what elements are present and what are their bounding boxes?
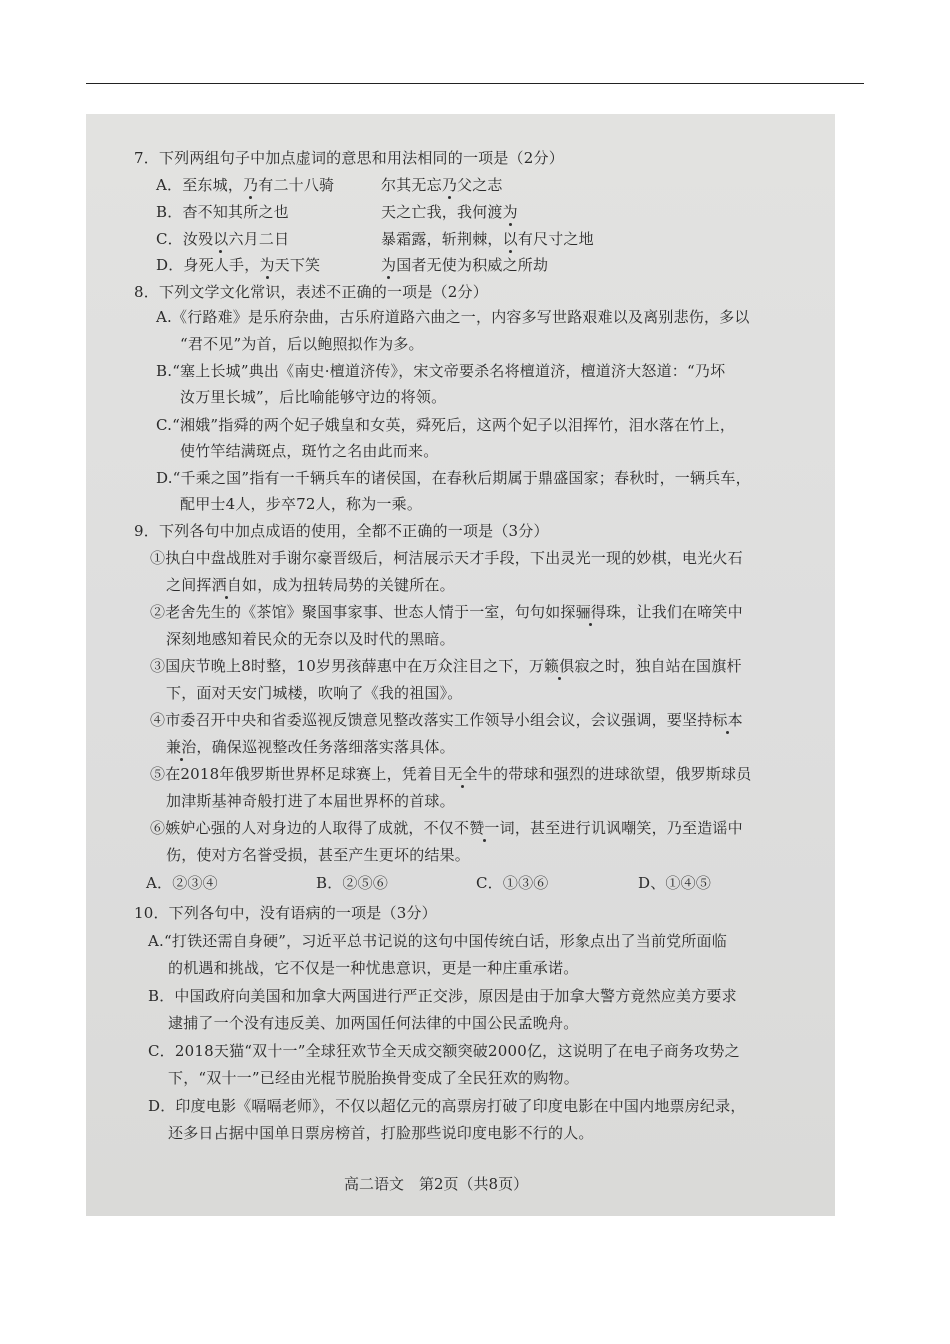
q9-sentence-line: 加津斯基神奇般打进了本届世界杯的首球。 (166, 792, 455, 810)
q9-sentence-line: 兼治，确保巡视整改任务落细落实落具体。 (166, 738, 455, 756)
q10-line: 的机遇和挑战，它不仅是一种忧患意识，更是一种庄重承诺。 (168, 959, 579, 977)
q9-sentence-line: ⑤在2018年俄罗斯世界杯足球赛上，凭着目无全牛的带球和强烈的进球欲望，俄罗斯球员 (150, 765, 752, 783)
q8-line: A.《行路难》是乐府杂曲，古乐府道路六曲之一，内容多写世路艰难以及离别悲伤，多以 (156, 308, 750, 326)
q9-sentence-line: ②老舍先生的《茶馆》聚国事家事、世态人情于一室，句句如探骊得珠，让我们在啼笑中 (150, 603, 743, 621)
q10-line: B．中国政府向美国和加拿大两国进行严正交涉，原因是由于加拿大警方竟然应美方要求 (148, 987, 737, 1005)
q10-line: 还多日占据中国单日票房榜首，打脸那些说印度电影不行的人。 (168, 1124, 594, 1142)
q7-option-c-left: C．汝殁以六月二日 (156, 230, 290, 248)
q7-option-d-left: D．身死人手，为天下笑 (156, 256, 321, 274)
q9-choice-b: B．②⑤⑥ (316, 874, 389, 892)
q9-sentence-line: 之间挥洒自如，成为扭转局势的关键所在。 (166, 576, 455, 594)
q10-line: C．2018天猫“双十一”全球狂欢节全天成交额突破2000亿，这说明了在电子商务攻势之 (148, 1042, 740, 1060)
q9-sentence-line: ③国庆节晚上8时整，10岁男孩薛惠中在万众注目之下，万籁俱寂之时，独自站在国旗杆 (150, 657, 742, 675)
page-footer: 高二语文 第2页（共8页） (344, 1175, 529, 1193)
q8-line: “君不见”为首，后以鲍照拟作为多。 (180, 335, 424, 353)
q9-sentence-line: ④市委召开中央和省委巡视反馈意见整改落实工作领导小组会议，会议强调，要坚持标本 (150, 711, 743, 729)
q7-option-b-right: 天之亡我，我何渡为 (381, 203, 518, 221)
q9-choice-d: D、①④⑤ (638, 874, 712, 892)
q8-line: C.“湘娥”指舜的两个妃子娥皇和女英，舜死后，这两个妃子以泪挥竹，泪水落在竹上， (156, 416, 736, 434)
q9-sentence-line: 深刻地感知着民众的无奈以及时代的黑暗。 (166, 630, 455, 648)
q7-option-c-right: 暴霜露，斩荆棘，以有尺寸之地 (381, 230, 594, 248)
q8-line: 使竹竿结满斑点，斑竹之名由此而来。 (180, 442, 439, 460)
q8-stem: 8．下列文学文化常识，表述不正确的一项是（2分） (134, 283, 488, 301)
q8-line: D.“千乘之国”指有一千辆兵车的诸侯国，在春秋后期属于鼎盛国家；春秋时，一辆兵车， (156, 469, 751, 487)
q8-line: 汝万里长城”，后比喻能够守边的将领。 (180, 388, 447, 406)
q7-option-a-right: 尔其无忘乃父之志 (381, 176, 503, 194)
q10-line: 逮捕了一个没有违反美、加两国任何法律的中国公民孟晚舟。 (168, 1014, 579, 1032)
q10-line: D．印度电影《嗝嗝老师》，不仅以超亿元的高票房打破了印度电影在中国内地票房纪录， (148, 1097, 746, 1115)
q10-line: A.“打铁还需自身硬”，习近平总书记说的这句中国传统白话，形象点出了当前党所面临 (148, 932, 727, 950)
q9-choice-c: C．①③⑥ (476, 874, 549, 892)
q7-option-d-right: 为国者无使为积威之所劫 (381, 256, 549, 274)
q7-option-b-left: B．杳不知其所之也 (156, 203, 289, 221)
q9-stem: 9．下列各句中加点成语的使用，全都不正确的一项是（3分） (134, 522, 549, 540)
q9-sentence-line: 下，面对天安门城楼，吹响了《我的祖国》。 (166, 684, 463, 702)
q8-line: 配甲士4人，步卒72人，称为一乘。 (180, 495, 423, 513)
q10-line: 下，“双十一”已经由光棍节脱胎换骨变成了全民狂欢的购物。 (168, 1069, 579, 1087)
q9-sentence-line: ①执白中盘战胜对手谢尔豪晋级后，柯洁展示天才手段，下出灵光一现的妙棋，电光火石 (150, 549, 743, 567)
q8-line: B.“塞上长城”典出《南史·檀道济传》，宋文帝要杀名将檀道济，檀道济大怒道：“乃坏 (156, 362, 726, 380)
q7-option-a-left: A．至东城，乃有二十八骑 (156, 176, 335, 194)
q9-choice-a: A．②③④ (146, 874, 218, 892)
q9-sentence-line: ⑥嫉妒心强的人对身边的人取得了成就，不仅不赞一词，甚至进行讥讽嘲笑，乃至造谣中 (150, 819, 743, 837)
q10-stem: 10．下列各句中，没有语病的一项是（3分） (134, 904, 437, 922)
q9-sentence-line: 伤，使对方名誉受损，甚至产生更坏的结果。 (166, 846, 471, 864)
top-rule (86, 83, 864, 84)
q7-stem: 7．下列两组句子中加点虚词的意思和用法相同的一项是（2分） (134, 149, 564, 167)
